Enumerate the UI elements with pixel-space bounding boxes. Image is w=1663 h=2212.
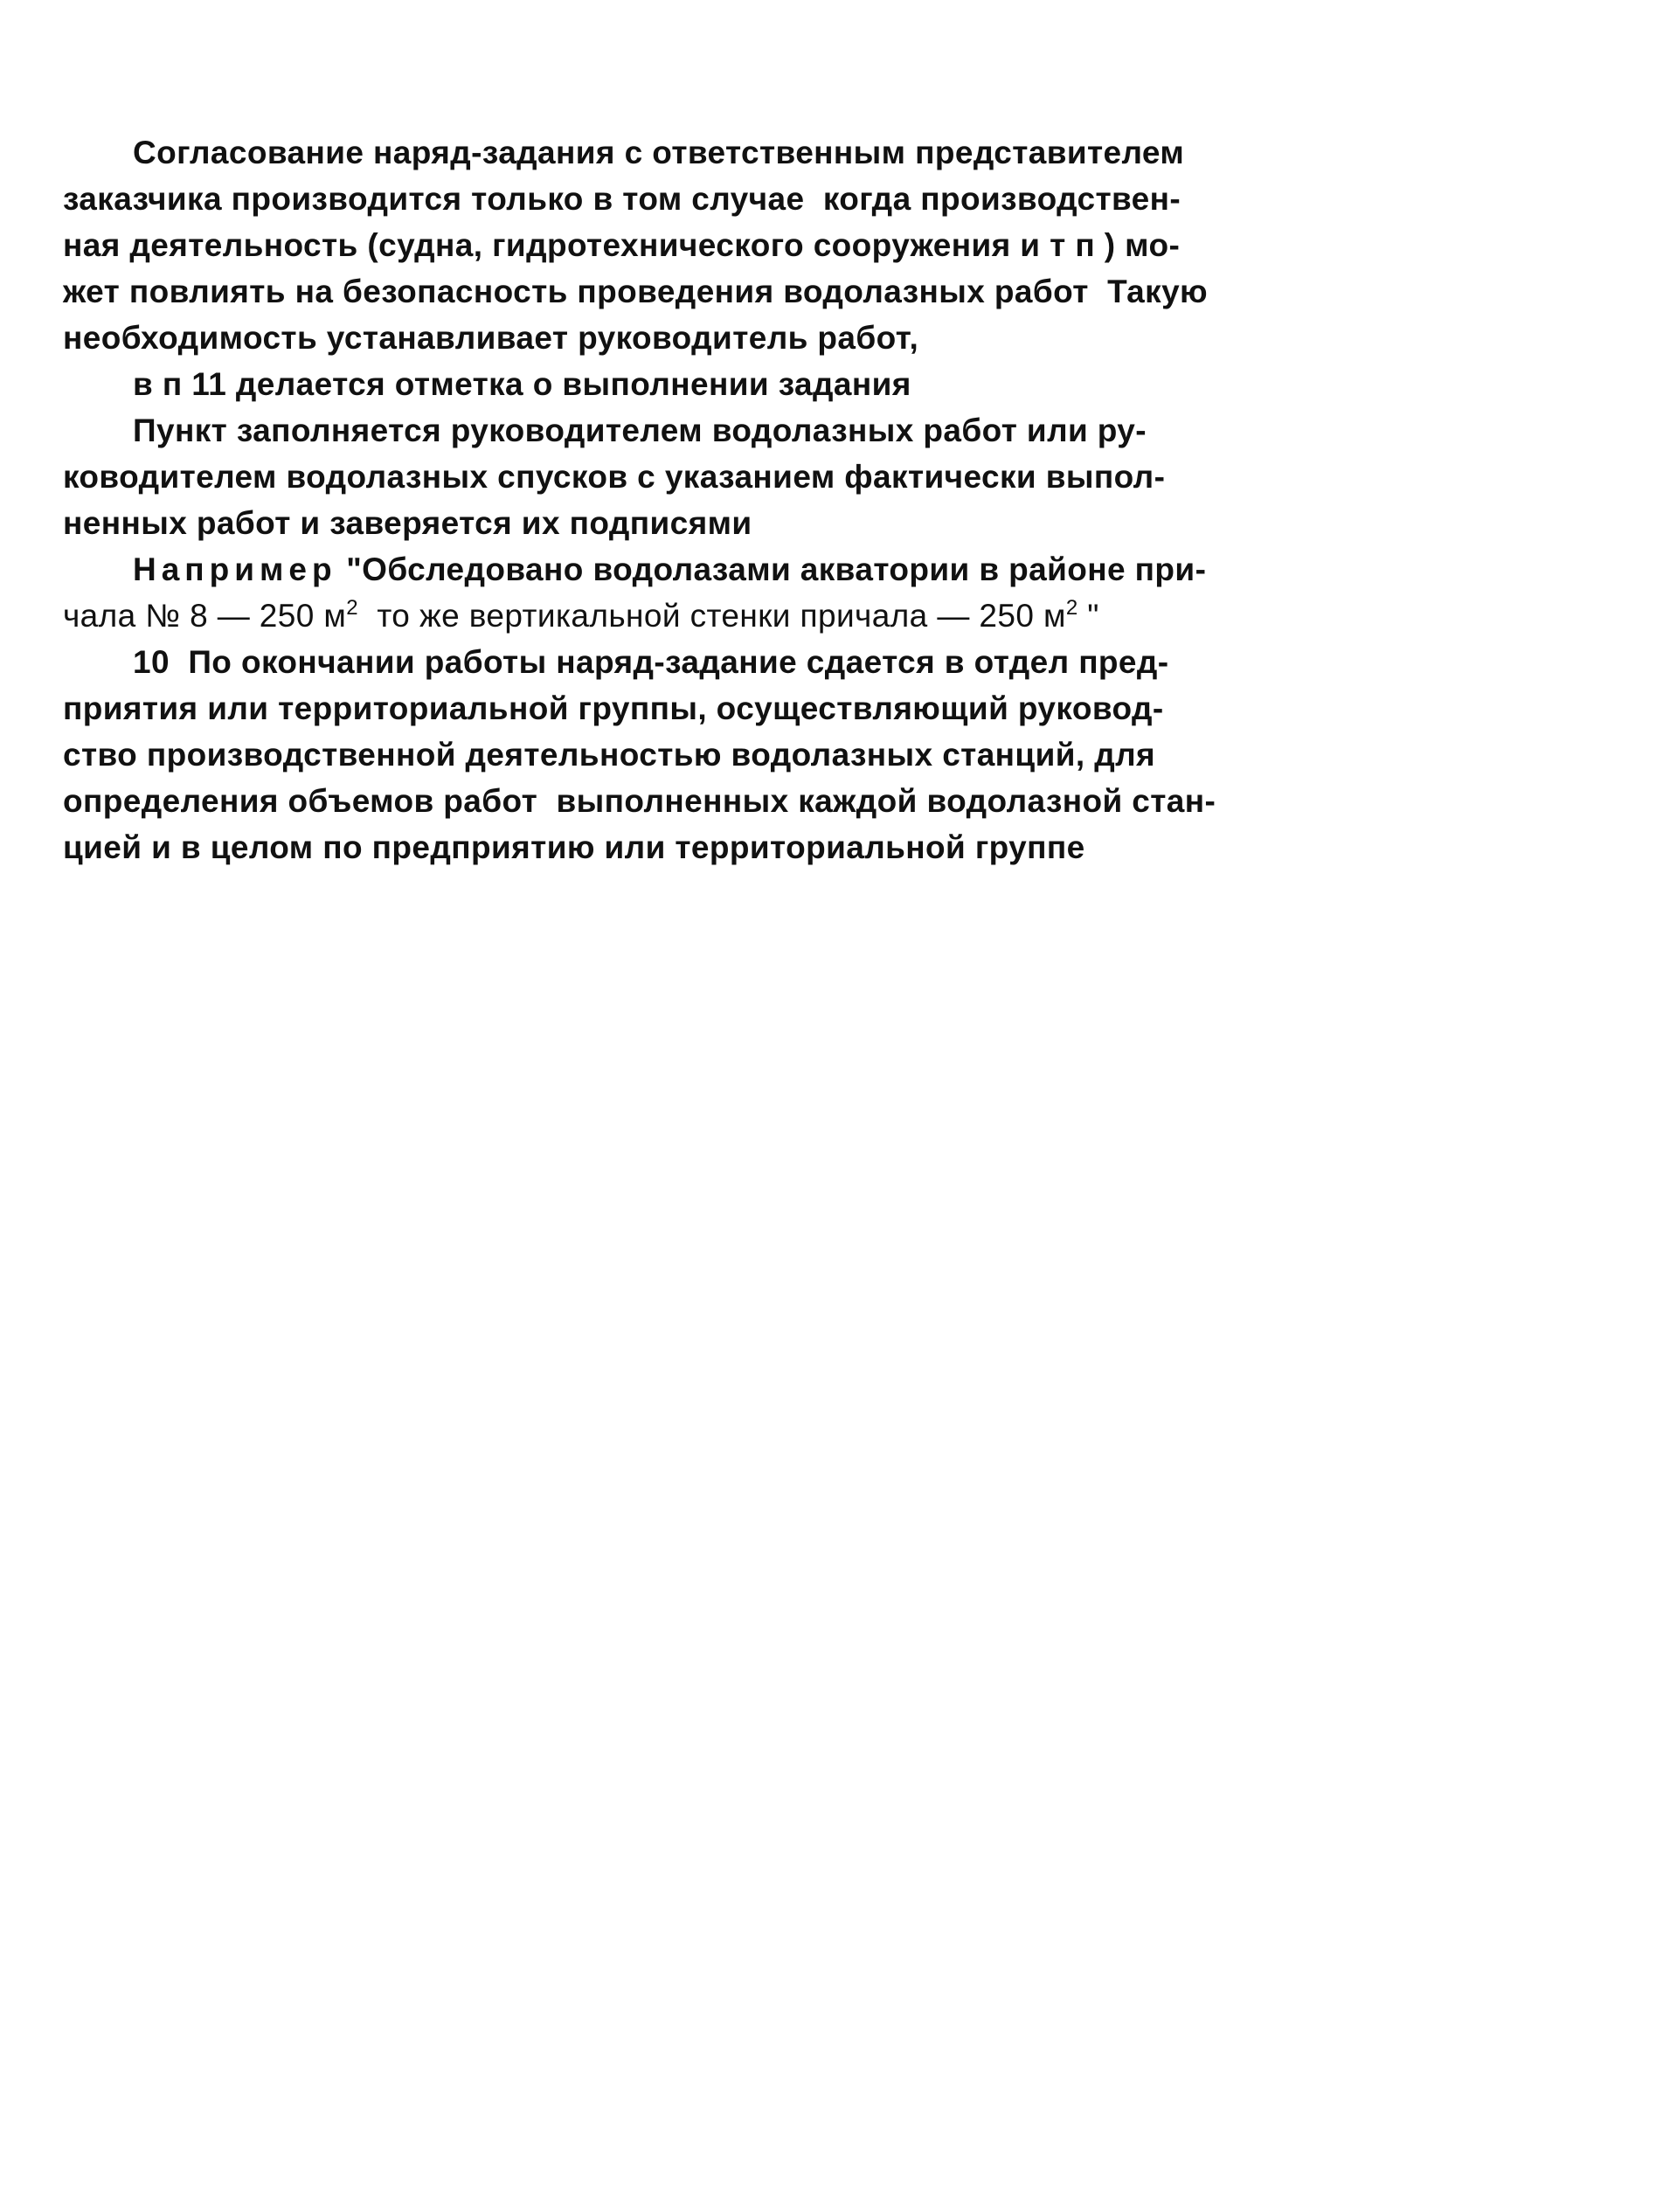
paragraph-4-line-2 [63, 593, 1234, 639]
paragraph-5-line-3: ство производственной деятельностью водолазных станций, для [63, 737, 1156, 773]
paragraph-5-line-5: цией и в целом по предприятию или территориальной группе [63, 829, 1085, 865]
example-quote-part-1: чала № 8 — 250 м [63, 598, 347, 634]
example-quote-part-2: то же вертикальной стенки причала — 250 м [358, 598, 1066, 634]
body-text [63, 129, 1234, 870]
paragraph-1-line-3: ная деятельность (судна, гидротехнического сооружения и т п ) мо- [63, 227, 1181, 263]
paragraph-1-line-4: жет повлиять на безопасность проведения водолазных работ Такую [63, 274, 1209, 309]
paragraph-3-line-3: ненных работ и заверяется их подписями [63, 505, 752, 541]
example-lead-word: Например [133, 551, 337, 587]
paragraph-1-line-5: необходимость устанавливает руководитель работ, [63, 320, 919, 356]
paragraph-2-line-1: в п 11 делается отметка о выполнении задания [133, 366, 911, 402]
paragraph-5-line-4: определения объемов работ выполненных каждой водолазной стан- [63, 783, 1216, 819]
superscript-square-2: 2 [1065, 596, 1078, 620]
paragraph-3-line-2: ководителем водолазных спусков с указанием фактически выпол- [63, 459, 1166, 495]
example-quote-start: "Обследовано водолазами акватории в районе при- [336, 551, 1207, 587]
paragraph-4-line-1 [63, 546, 1234, 593]
paragraph-1-line-1: Согласование наряд-задания с ответственным представителем [133, 135, 1185, 170]
superscript-square-1: 2 [346, 596, 359, 620]
paragraph-5-line-2: приятия или территориальной группы, осуществляющий руковод- [63, 690, 1164, 726]
paragraph-5-line-1: 10 По окончании работы наряд-задание сдается в отдел пред- [133, 644, 1169, 680]
example-quote-end: " [1077, 598, 1099, 634]
paragraph-3-line-1: Пункт заполняется руководителем водолазных работ или ру- [133, 413, 1147, 448]
paragraph-1-line-2: заказчика производится только в том случае когда производствен- [63, 181, 1181, 217]
